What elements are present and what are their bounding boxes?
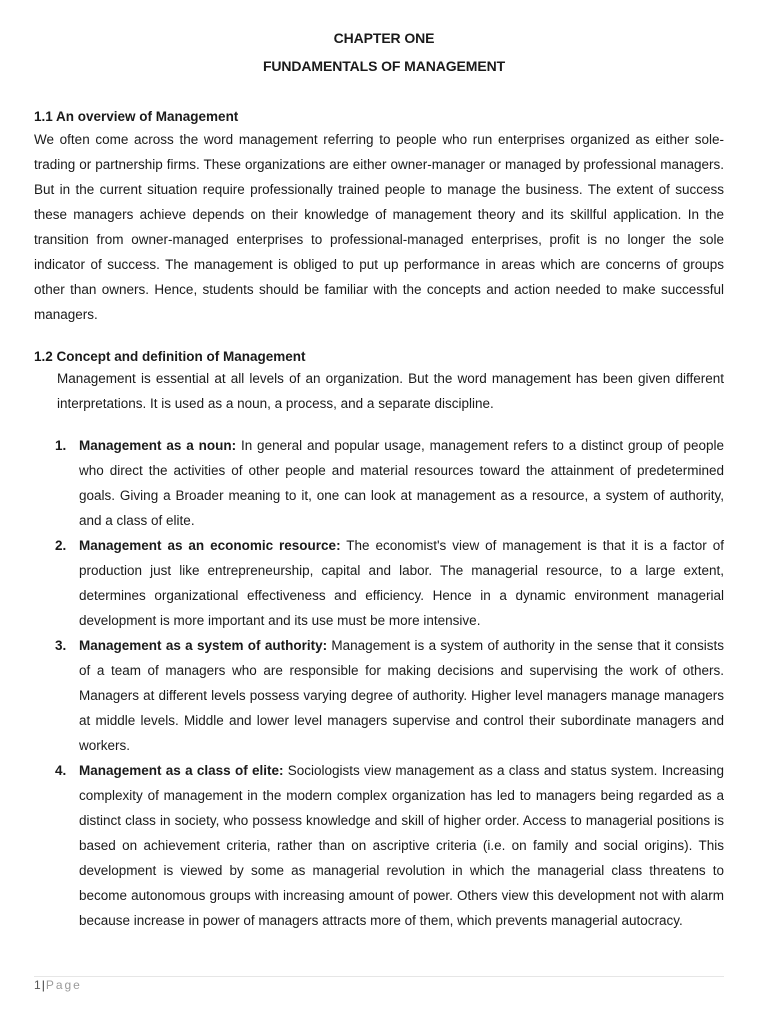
list-item [55,633,724,758]
list-item-term: Management as a class of elite: [79,763,284,778]
section-body-overview: We often come across the word management referring to people who run enterprises organized as either sole-trading or partnership firms. These organizations are either owner-manager or managed by professional managers. But in the current situation require professionally trained people to manage the business. The extent of success these managers achieve depends on their knowledge of management theory and its skillful application. In the transition from owner-managed enterprises to professional-managed enterprises, profit is no longer the sole indicator of success. The management is obliged to put up performance in areas which are concerns of groups other than owners. Hence, students should be familiar with the concepts and action needed to make successful managers. [34,132,724,322]
page-footer [34,978,82,992]
list-item-number: 4. [55,763,67,778]
list-item-term: Management as a noun: [79,438,237,453]
list-item [55,758,724,933]
list-item-text: The economist's view of management is that it is a factor of production just like entrepreneurship, capital and labor. The managerial resource, to a large extent, determines organizational effectiveness and efficiency. Hence in a dynamic environment managerial development is more important and its use must be more intensive. [79,538,724,628]
footer-separator: | [41,978,45,992]
list-item-term: Management as a system of authority: [79,638,328,653]
management-definitions-list [55,433,725,933]
page-number: 1 [34,978,41,992]
section-heading-concept: 1.2 Concept and definition of Management [34,349,306,364]
chapter-title: FUNDAMENTALS OF MANAGEMENT [262,58,506,74]
list-item-text: Sociologists view management as a class and status system. Increasing complexity of management in the modern complex organization has led to managers being regarded as a distinct class in society, who possess knowledge and skill of higher order. Access to managerial positions is based on achievement criteria, rather than on ascriptive criteria (i.e. on family and social origins). This development is viewed by some as managerial revolution in which the managerial class threatens to become autonomous groups with increasing amount of power. Others view this development not with alarm because increase in power of managers attracts more of them, which prevents managerial autocracy. [79,763,724,928]
section-intro-concept: Management is essential at all levels of an organization. But the word management has been given different interpretations. It is used as a noun, a process, and a separate discipline. [57,371,724,411]
section-heading-overview: 1.1 An overview of Management [34,109,239,124]
list-item-term: Management as an economic resource: [79,538,341,553]
list-item-text: In general and popular usage, management refers to a distinct group of people who direct the activities of other people and material resources toward the attainment of predetermined goals. Giving a Broader meaning to it, one can look at management as a resource, a system of authority, and a class of elite. [79,438,725,528]
list-item [55,533,724,633]
list-item-number: 1. [55,438,67,453]
list-item-number: 3. [55,638,67,653]
chapter-label: CHAPTER ONE [333,30,435,46]
page-label: Page [45,978,82,992]
list-item-text: Management is a system of authority in the sense that it consists of a team of managers who are responsible for making decisions and supervising the work of others. Managers at different levels possess varying degree of authority. Higher level managers manage managers at middle levels. Middle and lower level managers supervise and control their subordinate managers and workers. [79,638,724,753]
list-item [55,433,725,533]
footer-divider [34,976,724,977]
list-item-number: 2. [55,538,67,553]
